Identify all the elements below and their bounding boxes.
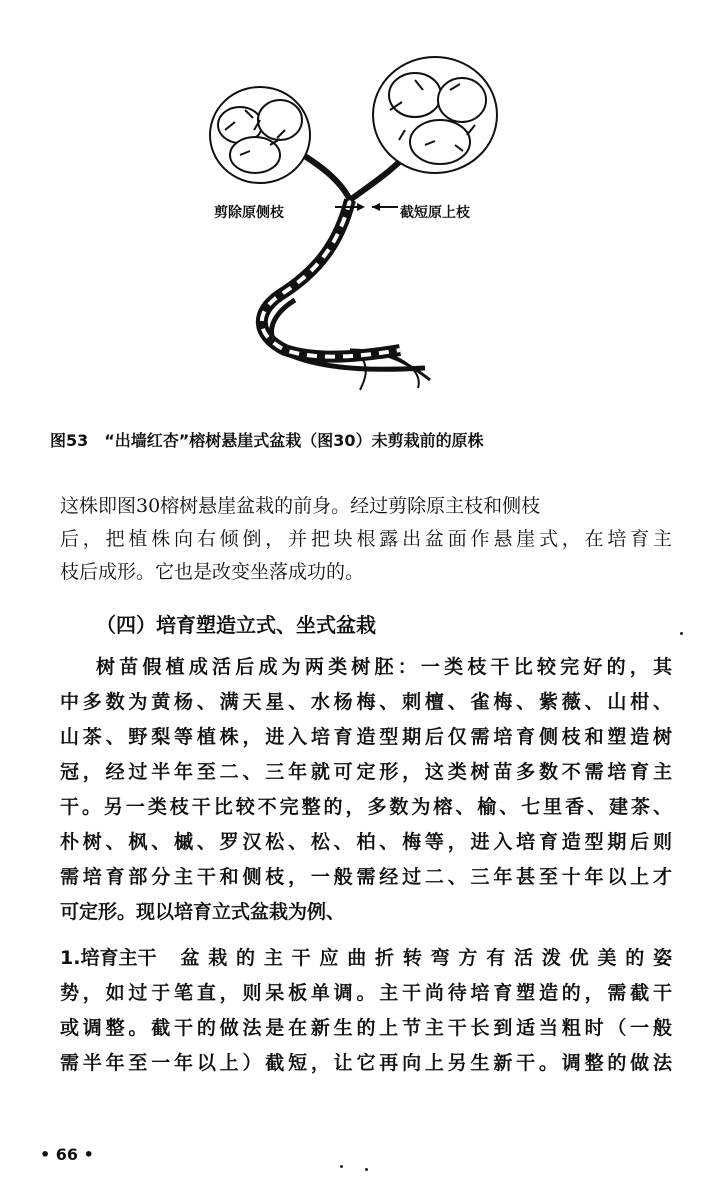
page-number: • 66 •: [40, 1145, 94, 1164]
figure-label-left: 剪除原侧枝: [214, 205, 284, 221]
paragraph2-line-7: 需培育部分主干和侧枝，一般需经过二、三年甚至十年以上才: [60, 866, 672, 888]
paragraph2-line-8: 可定形。现以培育立式盆栽为例、: [60, 901, 346, 923]
paragraph2-line-3: 山茶、野梨等植株，进入培育造型期后仅需培育侧枝和塑造树: [60, 726, 672, 748]
paragraph2-line-4: 冠，经过半年至二、三年就可定形，这类树苗多数不需培育主: [60, 761, 672, 783]
paragraph1-line-3: 枝后成形。它也是改变坐落成功的。: [60, 561, 365, 583]
scan-speck: [340, 1165, 343, 1168]
paragraph3-line-1: [60, 944, 672, 972]
paragraph3-line-2: 势，如过于笔直，则呆板单调。主干尚待培育塑造的，需截干: [60, 982, 672, 1004]
tree-illustration: [200, 50, 530, 400]
paragraph2-line-1: 树苗假植成活后成为两类树胚：一类枝干比较完好的，其: [96, 656, 672, 678]
paragraph3-line-3: 或调整。截干的做法是在新生的上节主干长到适当粗时（一般: [60, 1017, 672, 1039]
paragraph2-line-6: 朴树、枫、槭、罗汉松、松、柏、梅等，进入培育造型期后则: [60, 831, 672, 853]
section-heading: （四）培育塑造立式、坐式盆栽: [96, 613, 376, 637]
figure-label-right: 截短原上枝: [400, 205, 470, 221]
paragraph2-line-5: 干。另一类枝干比较不完整的，多数为榕、榆、七里香、建茶、: [60, 796, 672, 818]
paragraph1-line-2: 后，把植株向右倾倒，并把块根露出盆面作悬崖式，在培育主: [60, 528, 672, 550]
subsection-lead: 1.培育主干: [60, 947, 157, 969]
paragraph3-line-1-text: 盆栽的主干应曲折转弯方有活泼优美的姿: [180, 947, 672, 969]
figure-caption: 图53 “出墙红杏”榕树悬崖式盆栽（图30）未剪栽前的原株: [50, 431, 484, 450]
paragraph1-line-1: 这株即图30榕树悬崖盆栽的前身。经过剪除原主枝和侧枝: [60, 495, 541, 517]
paragraph2-line-2: 中多数为黄杨、满天星、水杨梅、刺檀、雀梅、紫薇、山柑、: [60, 691, 672, 713]
scan-speck: [680, 632, 683, 635]
paragraph3-line-4: 需半年至一年以上）截短，让它再向上另生新干。调整的做法: [60, 1052, 672, 1074]
scan-speck: [365, 1168, 368, 1171]
